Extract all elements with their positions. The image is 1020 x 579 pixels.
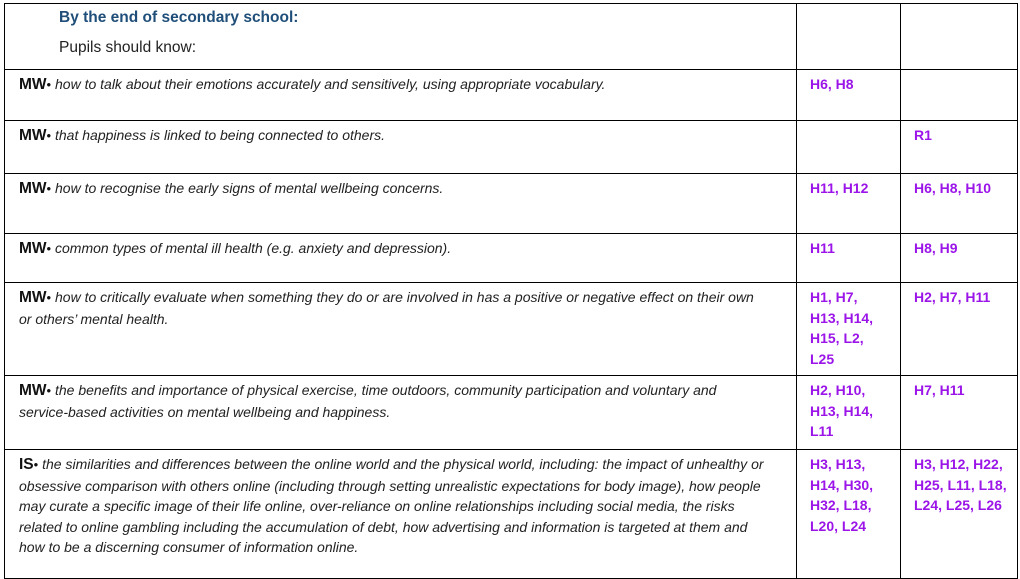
statement-cell	[5, 283, 797, 376]
statement-cell	[5, 70, 797, 121]
reference-cell-2	[901, 70, 1018, 121]
statement-text: common types of mental ill health (e.g. anxiety and depression).	[55, 240, 452, 256]
reference-cell-1: H11, H12	[797, 174, 901, 234]
bullet: •	[46, 241, 52, 256]
statement-cell	[5, 450, 797, 579]
strand-tag: MW	[19, 289, 47, 306]
table-row	[5, 174, 1018, 234]
statement-cell	[5, 174, 797, 234]
curriculum-table	[4, 3, 1018, 579]
bullet: •	[46, 290, 52, 305]
statement-text: how to talk about their emotions accurately and sensitively, using appropriate vocabulary.	[55, 76, 606, 92]
reference-cell-1: H3, H13, H14, H30, H32, L18, L20, L24	[797, 450, 901, 579]
statement-cell	[5, 234, 797, 283]
bullet: •	[33, 457, 39, 472]
reference-cell-1: H2, H10, H13, H14, L11	[797, 376, 901, 450]
strand-tag: IS	[19, 456, 34, 473]
reference-cell-1: H6, H8	[797, 70, 901, 121]
table-subtitle: Pupils should know:	[59, 39, 196, 56]
bullet: •	[46, 77, 52, 92]
statement-cell	[5, 376, 797, 450]
table-row	[5, 450, 1018, 579]
bullet: •	[46, 181, 52, 196]
table-row	[5, 234, 1018, 283]
reference-cell-2: H6, H8, H10	[901, 174, 1018, 234]
bullet: •	[46, 383, 52, 398]
statement-text: the benefits and importance of physical exercise, time outdoors, community participation and voluntary and service-based activities on mental wellbeing and happiness.	[19, 382, 717, 420]
strand-tag: MW	[19, 382, 47, 399]
reference-cell-2: H3, H12, H22, H25, L11, L18, L24, L25, L26	[901, 450, 1018, 579]
statement-cell	[5, 121, 797, 174]
statement-text: how to recognise the early signs of mental wellbeing concerns.	[55, 180, 444, 196]
reference-cell-2: H8, H9	[901, 234, 1018, 283]
reference-cell-2: H7, H11	[901, 376, 1018, 450]
strand-tag: MW	[19, 127, 47, 144]
header-cell	[5, 4, 797, 70]
reference-cell-1: H1, H7, H13, H14, H15, L2, L25	[797, 283, 901, 376]
table-title: By the end of secondary school:	[59, 9, 299, 26]
table-row	[5, 121, 1018, 174]
reference-cell-1	[797, 121, 901, 174]
strand-tag: MW	[19, 180, 47, 197]
statement-text: that happiness is linked to being connected to others.	[55, 127, 385, 143]
table-row	[5, 70, 1018, 121]
statement-text: how to critically evaluate when something they do or are involved in has a positive or negative effect on their own or others’ mental health.	[19, 289, 754, 327]
table-header-row	[5, 4, 1018, 70]
strand-tag: MW	[19, 240, 47, 257]
reference-cell-1: H11	[797, 234, 901, 283]
reference-cell-2: R1	[901, 121, 1018, 174]
strand-tag: MW	[19, 76, 47, 93]
header-cell-refs-2	[901, 4, 1018, 70]
header-cell-refs-1	[797, 4, 901, 70]
bullet: •	[46, 128, 52, 143]
table-row	[5, 376, 1018, 450]
table-row	[5, 283, 1018, 376]
statement-text: the similarities and differences between the online world and the physical world, including: the impact of unhealthy or obsessive comparison with others online (including through setting unrealistic expectations for body image), how people may curate a specific image of their life online, over-reliance on online relationships including social media, the risks related to online gambling including the accumulation of debt, how advertising and information is targeted at them and how to be a discerning consumer of information online.	[19, 456, 764, 555]
reference-cell-2: H2, H7, H11	[901, 283, 1018, 376]
